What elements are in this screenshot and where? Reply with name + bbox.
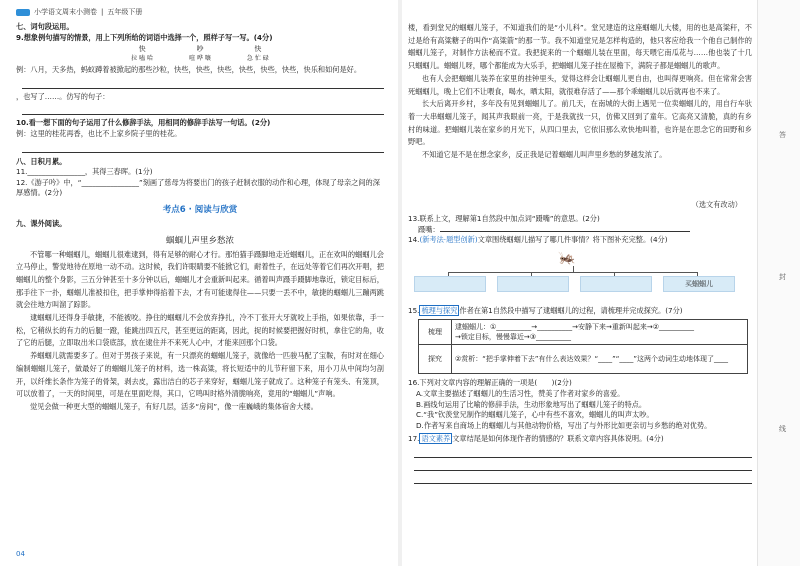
q9-word-options [16,45,384,63]
q9-line2: ，也写了……。仿写的句子： [16,91,110,101]
article-paragraph: 逮蝈蝈儿还得身手敏捷，不能被咬。挣住的蝈蝈儿不会放弃挣扎，冷不丁张开大牙就咬上手指，如果依靠，手一松，它稍纵长的有力的后腿一蹬，能跳出四五尺，甚至更远的距离，因此，捉的时候要把握好时机，拿住它的角，收了它的后腿，立即取出米口袋底部，放在逮住并不来死人心中，才能来回那个口袋。 [16,313,384,348]
article-paragraph: 不管哪一种蝈蝈儿，蝈蝈儿很难逮到，得有足够的耐心才行。那怕猫手蹑脚地走近蝈蝈儿，正在欢叫的蝈蝈儿会立马停止，警觉地待在原地一动不动。这时候，我们许眼睛要不能掀它们，耐着性子，在远处等着它们再次开唱，把蝈蝈儿的整个身影，三五分钟甚至十多分钟以后，蝈蝈儿才会重新叫起来。循着叫声蹑手蹑脚地靠近，锁定目标后，那手往下一扑，蝈蝈儿准被扣住，把手掌伸得掐着下去，才有可能逮得住——只要一丢不中，敏捷的蝈蝈儿三蹦两跳就会往地方叫溜了踪影。 [16,249,384,310]
page-number: 04 [16,550,25,558]
question-9: 9.想象例句描写的情景，用上下列所给的词语中选择一个，照样子写一写。(4分) [16,32,273,42]
question-15: 15. 梳理与探究 作者在第1自然段中描写了逮蝈蝈儿的过程，请梳理并完成探究。(7分) [408,305,683,315]
q13-answer-label: 蹑嘴： [418,225,752,236]
answer-line[interactable] [22,79,384,89]
word-option: 吵 喧 哗 嚷 [189,45,211,63]
grade-label: 五年级下册 [107,8,143,16]
question-12: 12.《游子吟》中，“________________”刻画了慈母为将要出门的孩子赶制衣服的动作和心理，体现了母亲之间的深厚感情。(2分) [16,177,380,198]
left-page [0,0,398,566]
section-7-title: 七、词句段运用。 [16,22,74,31]
section-6-banner: 考点6 · 阅读与欣赏 [162,204,238,215]
article-title: 蝈蝈儿声里乡愁浓 [165,235,234,246]
margin-label: 线 [779,425,786,433]
table-row-head: 探究 [419,345,452,374]
article-paragraph: 也有人会把蝈蝈儿装养在家里的挂钟里头，觉得这样会让蝈蝈儿更自由，也叫得更响亮。但在常常会害死蝈蝈儿，晚上它们不让喂食，喝水，晒太阳，就很难存活了——那个乖蝈蝈儿以后就再也不来了。 [408,73,752,96]
section-8-title: 八、日积月累。 [16,156,67,166]
margin-label: 封 [779,273,786,281]
article-paragraph: 觉见会做一种更大型的蝈蝈儿笼子，有好几层，活多“房间”，像一座巍峨的集体宿舍大楼。 [30,401,318,411]
margin-label: 答 [779,131,786,139]
table-cell[interactable]: ②赏析：“把手掌伸着下去”有什么表达效果？“____”“____”这两个动词生动地体现了____ [452,345,748,374]
book-logo-icon [16,9,30,16]
option-a[interactable]: A.文章主要描述了蝈蝈儿的生活习性，赞美了作者对家乡的喜爱。 [416,388,625,398]
q9-example: 例：八月，天多热，蚂蚁蹲着被掀起的那些沙粒，快些，快些，快些，快些，快些，快些，快乐和如何是好。 [16,65,362,75]
event-box: 买蝈蝈儿 [663,276,735,292]
answer-line[interactable] [414,474,752,484]
answer-line[interactable] [22,105,384,115]
event-box[interactable] [497,276,569,292]
q15-table [418,319,748,374]
answer-line[interactable] [414,461,752,471]
word-option: 快 拉 嗑 哈 [131,45,154,63]
answer-line[interactable] [22,143,384,153]
question-13: 13.联系上文，理解第1自然段中加点词“蹑嘴”的意思。(2分) [408,214,600,223]
event-box[interactable] [414,276,486,292]
option-d[interactable]: D.作者写来自商场上的蝈蝈儿与其他动物价格，写出了与外形比如更亲切与乡愁的绝对优势。 [416,420,712,430]
section-9-title: 九、课外阅读。 [16,218,67,228]
answer-line[interactable] [414,448,752,458]
question-16: 16.下列对文章内容的理解正确的一项是( )(2分) [408,378,572,388]
article-paragraph: 楼，看到堂兄的蝈蝈儿笼子，不知道我们的是“小儿科”。堂兄建造的这座蝈蝈儿大楼，用的也是高粱秆，不过是给有高粱糖子的叫作“高粱箭”的那一节。我不知道堂兄是怎样构造的，他只客应给我一个他自己制作的蝈蝈儿笼子，对制作方法秘而不宣。我把捉来的一个蝈蝈儿装在里面，每天喂它南瓜花与……他也装了十几只蝈蝈儿。蝈蝈儿呀，哪个都能成为大乐手，把蝈蝈儿笼子挂在屋檐下，满院子都是蝈蝈儿的歌声。 [408,23,752,71]
article-body-right [408,22,752,197]
grasshopper-icon: 🦗 [558,249,576,266]
question-11: 11.________________，其得三春晖。(1分) [16,167,153,177]
q10-example: 例：这里的桂花再香，也比不上家乡院子里的桂花。 [16,128,182,138]
article-body-left [16,249,384,514]
question-14: 14.(新考法·题型创新)文章围绕蝈蝈儿描写了哪几件事情？将下图补充完整。(4分) [408,235,668,245]
page-header: 小学语文周末小测卷 | 五年级下册 [16,6,384,18]
article-paragraph: 养蝈蝈儿就需要多了。但对于男孩子来说，有一只漂亮的蝈蝈儿笼子，就像给一匹骏马配了宝鞍，有时对在细心编制蝈蝈儿笼子，做最好了的蝈蝈儿笼子的材料，选一株高粱，将长短适中的儿节秆留下来，用小刀从中间均匀剖开，以纤维长条作为笼子的骨架，剥去皮，露出洁白的芯子来穿好，蝈蝈儿笼子就成了。这种笼子有笼头、有笼顶，可以放着了，一天的时间里，可是在里面吃得，其口，它鸣叫时格外清脆响亮，竟用的“蝈蝈儿”声响。 [16,351,384,399]
article-paragraph: 长大后离开乡村，多年没有见到蝈蝈儿了。前几天，在南城的大街上遇见一位卖蝈蝈儿的，用自行车驮着一大串蝈蝈儿笼子，闻其声我眼前一亮，于是我就找一只，仿佛又回到了童年。它高亮又清脆，真的有乡村的味道。把蝈蝈儿装在家乡的月光下，从四口里去，它依旧那么欢快地叫着，也许是在思念它的田野和乡野吧。 [408,99,752,147]
option-b[interactable]: B.画线句运用了比喻的修辞手法，生动形象地写出了蝈蝈儿笼子的特点。 [416,399,647,409]
question-17: 17. 语文素养 文章结尾是如何体现作者的情感的？联系文章内容具体说明。(4分) [408,434,664,444]
option-c[interactable]: C.“我”钦羡堂兄制作的蝈蝈儿笼子，心中有些不喜欢，蝈蝈儿的叫声太吵。 [416,410,654,420]
event-box[interactable] [580,276,652,292]
binding-margin [757,0,800,566]
word-option: 快 急 忙 碌 [246,45,269,63]
table-row-head: 梳理 [419,320,452,345]
table-cell[interactable]: 逮蝈蝈儿：①__________→__________→安静下来→重新叫起来→②__________ →锁定目标，慢慢靠近→③__________ [452,320,748,345]
right-page [402,0,758,566]
article-paragraph: 不知道它是不是在想念家乡，反正我是记着蝈蝈儿叫声里乡愁的梦越发浓了。 [422,150,667,160]
book-title: 小学语文周末小测卷 [34,8,97,16]
question-10: 10.看一想下面的句子运用了什么修辞手法，用相同的修辞手法写一句话。(2分) [16,118,271,128]
q14-event-diagram [408,250,752,300]
source-note: （选文有改动） [691,200,742,209]
